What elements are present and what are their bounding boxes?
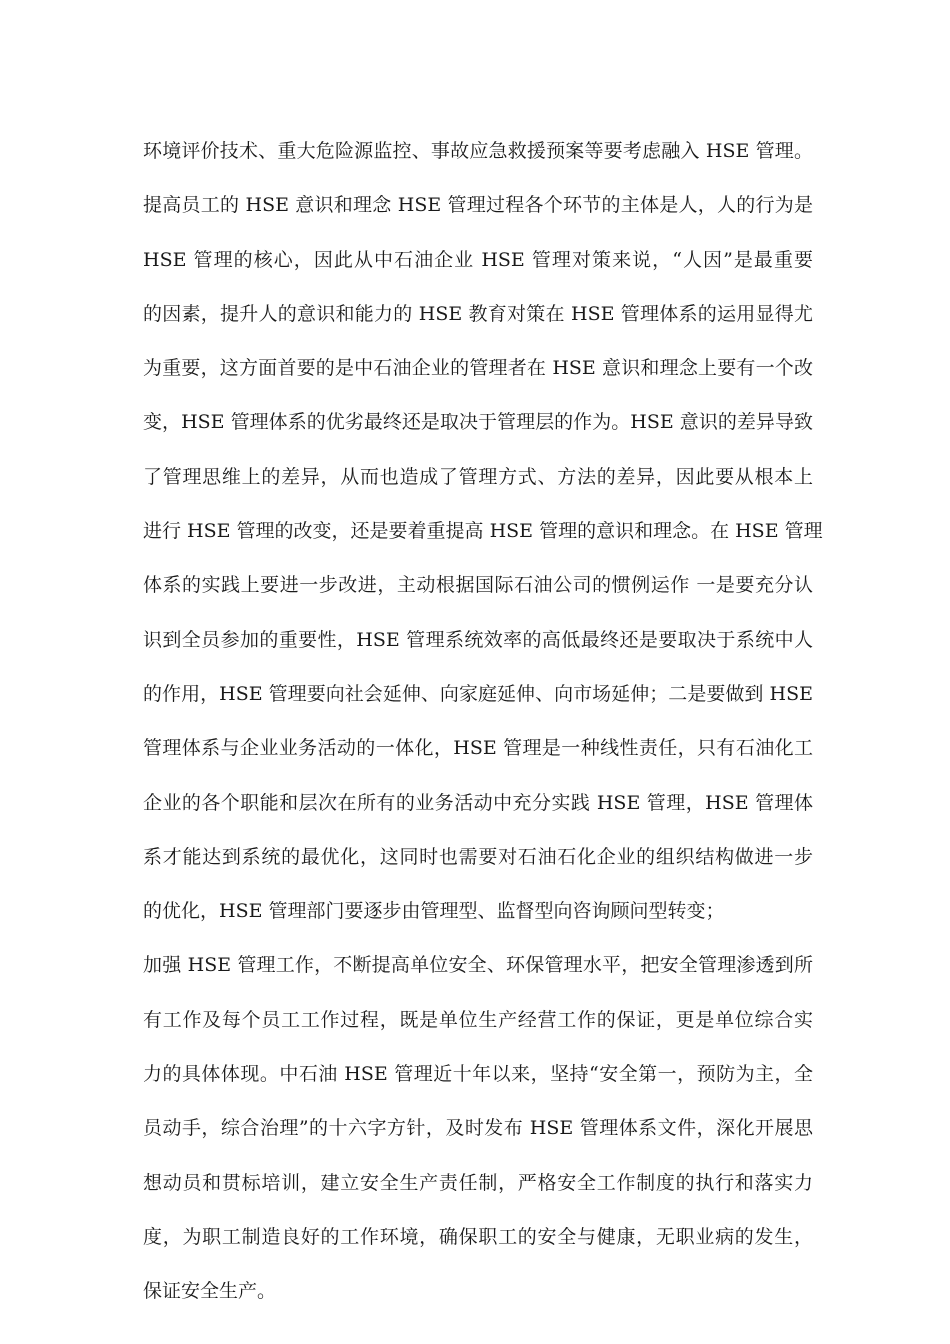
- text-line: 有工作及每个员工工作过程，既是单位生产经营工作的保证，更是单位综合实: [143, 1008, 813, 1031]
- body-text: [143, 124, 823, 1319]
- text-line: 为重要，这方面首要的是中石油企业的管理者在 HSE 意识和理念上要有一个改: [143, 357, 813, 380]
- text-line: 保证安全生产。: [143, 1280, 277, 1303]
- text-line: 力的具体体现。中石油 HSE 管理近十年以来，坚持“安全第一，预防为主，全: [143, 1063, 813, 1086]
- text-line: 变，HSE 管理体系的优劣最终还是取决于管理层的作为。HSE 意识的差异导致: [143, 411, 813, 434]
- text-line: 员动手，综合治理”的十六字方针，及时发布 HSE 管理体系文件，深化开展思: [143, 1117, 813, 1140]
- text-line: 的因素，提升人的意识和能力的 HSE 教育对策在 HSE 管理体系的运用显得尤: [143, 302, 813, 325]
- text-line: 进行 HSE 管理的改变，还是要着重提高 HSE 管理的意识和理念。在 HSE 管理: [143, 520, 823, 543]
- text-line: 企业的各个职能和层次在所有的业务活动中充分实践 HSE 管理，HSE 管理体: [143, 791, 813, 814]
- text-line: 提高员工的 HSE 意识和理念 HSE 管理过程各个环节的主体是人，人的行为是: [143, 194, 813, 217]
- text-line: HSE 管理的核心，因此从中石油企业 HSE 管理对策来说，“人因”是最重要: [143, 248, 813, 271]
- text-line: 管理体系与企业业务活动的一体化，HSE 管理是一种线性责任，只有石油化工: [143, 737, 813, 760]
- text-line: 的优化，HSE 管理部门要逐步由管理型、监督型向咨询顾问型转变；: [143, 900, 725, 923]
- text-line: 环境评价技术、重大危险源监控、事故应急救援预案等要考虑融入 HSE 管理。: [143, 140, 813, 162]
- text-line: 体系的实践上要进一步改进，主动根据国际石油公司的惯例运作 一是要充分认: [143, 574, 813, 597]
- text-line: 的作用，HSE 管理要向社会延伸、向家庭延伸、向市场延伸；二是要做到 HSE: [143, 682, 813, 705]
- text-line: 加强 HSE 管理工作，不断提高单位安全、环保管理水平，把安全管理渗透到所: [143, 954, 813, 977]
- text-line: 系才能达到系统的最优化，这同时也需要对石油石化企业的组织结构做进一步: [143, 845, 813, 868]
- text-line: 度，为职工制造良好的工作环境，确保职工的安全与健康，无职业病的发生，: [143, 1225, 813, 1248]
- text-line: 想动员和贯标培训，建立安全生产责任制，严格安全工作制度的执行和落实力: [143, 1171, 813, 1194]
- text-line: 识到全员参加的重要性，HSE 管理系统效率的高低最终还是要取决于系统中人: [143, 628, 813, 651]
- text-line: 了管理思维上的差异，从而也造成了管理方式、方法的差异，因此要从根本上: [143, 465, 813, 488]
